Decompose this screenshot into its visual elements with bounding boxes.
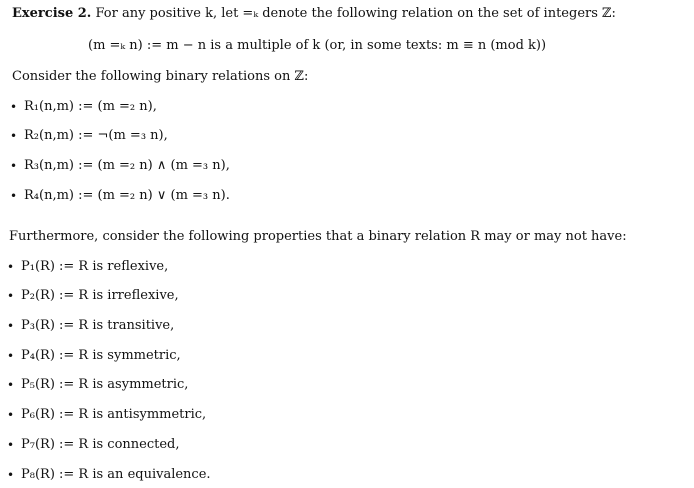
properties-intro: Furthermore, consider the following properties that a binary relation R may or may not have: [9, 229, 627, 244]
bullet: • [10, 100, 18, 114]
property-item-p3: P₃(R) := R is transitive, [21, 318, 175, 333]
relation-item-r4: R₄(n,m) := (m =₂ n) ∨ (m =₃ n). [24, 188, 230, 203]
relation-definition: (m =ₖ n) := m − n is a multiple of k (or, in some texts: m ≡ n (mod k)) [88, 38, 547, 53]
relation-item-r2: R₂(n,m) := ¬(m =₃ n), [24, 128, 168, 143]
property-item-p6: P₆(R) := R is antisymmetric, [21, 407, 207, 422]
bullet: • [10, 189, 18, 203]
relation-item-r3: R₃(n,m) := (m =₂ n) ∧ (m =₃ n), [24, 158, 230, 173]
bullet: • [7, 289, 15, 303]
relations-intro: Consider the following binary relations on ℤ: [12, 69, 309, 84]
exercise-header [12, 6, 616, 22]
bullet: • [7, 260, 15, 274]
property-item-p2: P₂(R) := R is irreflexive, [21, 288, 179, 303]
property-item-p4: P₄(R) := R is symmetric, [21, 348, 181, 363]
exercise-intro: For any positive k, let =ₖ denote the following relation on the set of integers ℤ: [95, 6, 616, 21]
bullet: • [7, 378, 15, 392]
bullet: • [10, 159, 18, 173]
relation-item-r1: R₁(n,m) := (m =₂ n), [24, 99, 157, 114]
bullet: • [7, 349, 15, 363]
property-item-p5: P₅(R) := R is asymmetric, [21, 377, 189, 392]
exercise-label: Exercise 2. [12, 6, 92, 21]
bullet: • [7, 319, 15, 333]
bullet: • [7, 408, 15, 422]
property-item-p8: P₈(R) := R is an equivalence. [21, 467, 211, 482]
property-item-p7: P₇(R) := R is connected, [21, 437, 180, 452]
bullet: • [7, 468, 15, 482]
property-item-p1: P₁(R) := R is reflexive, [21, 259, 169, 274]
bullet: • [7, 438, 15, 452]
bullet: • [10, 129, 18, 143]
